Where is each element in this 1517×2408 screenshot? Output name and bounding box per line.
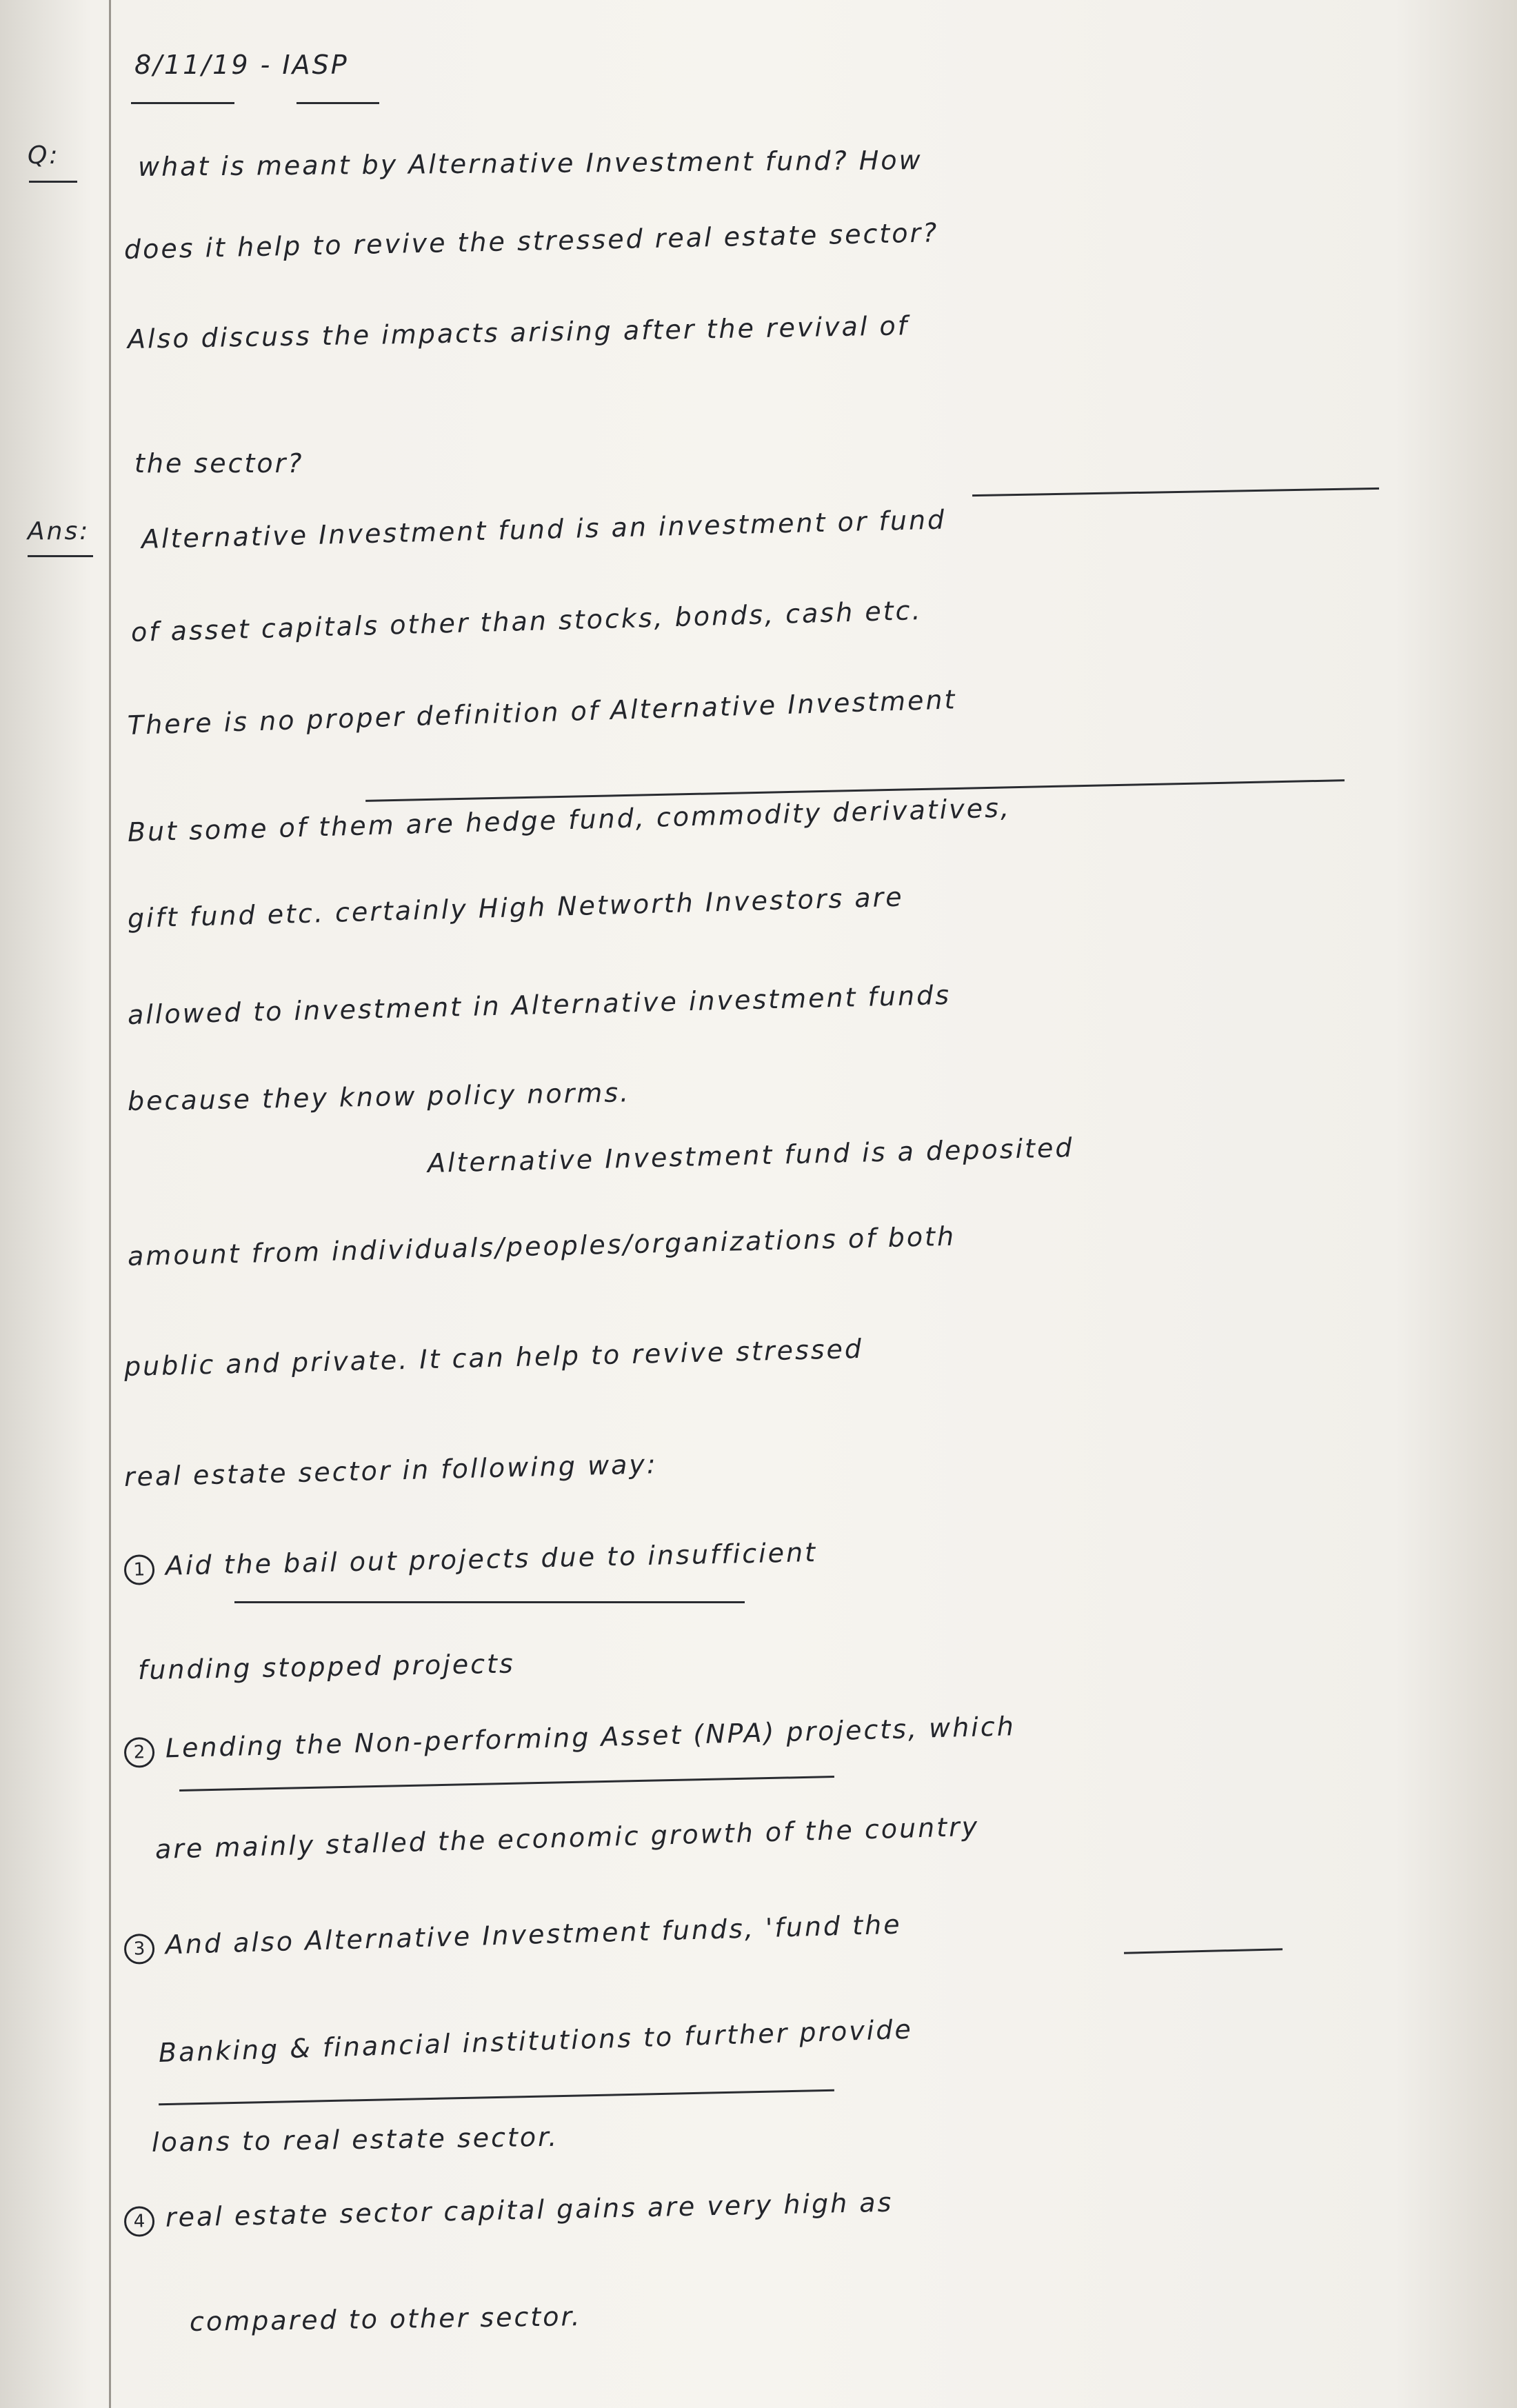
investment-underline (972, 488, 1379, 496)
point-text: funding stopped projects (137, 1648, 516, 1685)
point-text: Lending the Non-performing Asset (NPA) projects, which (165, 1711, 1016, 1764)
answer-line: amount from individuals/peoples/organizations of both (127, 1221, 956, 1272)
question-marker-underline (29, 181, 77, 183)
list-item-3 (123, 1909, 902, 1965)
point-text: compared to other sector. (189, 2301, 583, 2337)
point-text: loans to real estate sector. (151, 2121, 559, 2158)
question-line: Also discuss the impacts arising after the revival of (127, 310, 910, 354)
point-number: 3 (123, 1934, 154, 1965)
header-line: 8/11/19 - IASP (134, 50, 349, 80)
point-text: real estate sector capital gains are very high as (165, 2187, 894, 2233)
answer-line: because they know policy norms. (127, 1077, 631, 1116)
answer-line: real estate sector in following way: (123, 1449, 659, 1492)
answer-line: public and private. It can help to revive stressed (123, 1333, 864, 1382)
answer-line: of asset capitals other than stocks, bonds, cash etc. (130, 594, 923, 648)
point-text: And also Alternative Investment funds, 'fund the (165, 1909, 903, 1960)
point-number: 1 (124, 1554, 155, 1585)
answer-line: But some of them are hedge fund, commodity derivatives, (127, 792, 1012, 847)
answer-marker: Ans: (28, 517, 90, 545)
point-number: 2 (123, 1737, 154, 1768)
answer-line: allowed to investment in Alternative investment funds (127, 979, 952, 1030)
fund-underline (1124, 1948, 1283, 1954)
subject-underline (297, 102, 379, 104)
list-item-2 (123, 1711, 1016, 1768)
question-marker: Q: (28, 141, 60, 170)
point-number: 4 (124, 2206, 155, 2237)
list-item-1 (123, 1537, 817, 1585)
answer-line: There is no proper definition of Alternative Investment (127, 684, 958, 741)
header-subject: IASP (282, 50, 349, 80)
point-text: Aid the bail out projects due to insufficient (165, 1536, 818, 1581)
margin-line (109, 0, 111, 2408)
header-date: 8/11/19 (134, 50, 250, 80)
banking-underline (159, 2089, 834, 2106)
list-item-4 (123, 2187, 893, 2237)
point-text: are mainly stalled the economic growth of the country (154, 1811, 980, 1865)
answer-line: Alternative Investment fund is an investment or fund (141, 504, 947, 554)
question-line: what is meant by Alternative Investment fund? How (137, 145, 923, 182)
date-underline (131, 102, 234, 104)
answer-marker-underline (28, 555, 93, 557)
npa-underline (179, 1776, 834, 1792)
question-line: the sector? (134, 448, 304, 479)
answer-line: gift fund etc. certainly High Networth Investors are (127, 881, 905, 934)
answer-line: Alternative Investment fund is a deposited (427, 1132, 1074, 1178)
question-line: does it help to revive the stressed real estate sector? (123, 217, 939, 265)
point-text: Banking & financial institutions to further provide (158, 2014, 914, 2068)
bailout-underline (234, 1601, 745, 1603)
